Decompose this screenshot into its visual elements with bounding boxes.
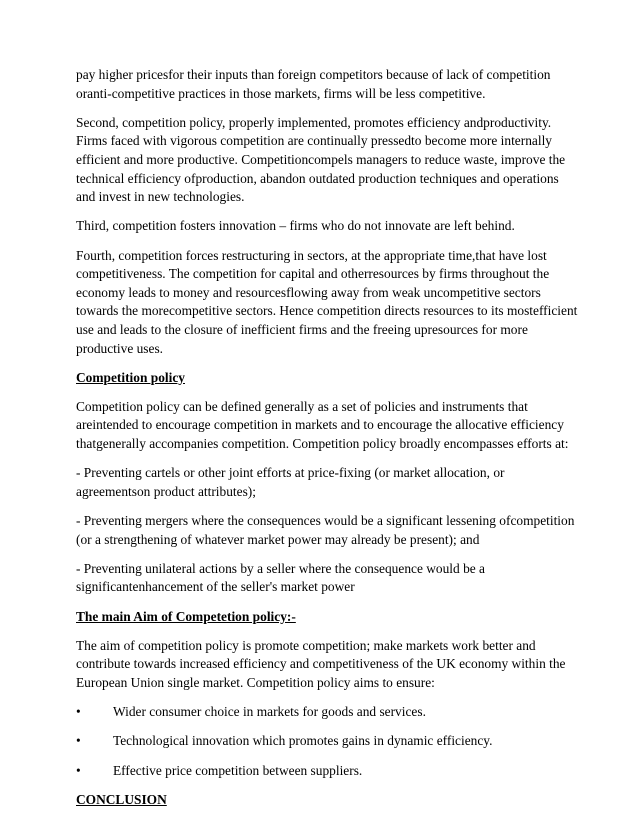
paragraph-preventing-unilateral: - Preventing unilateral actions by a seller where the consequence would be a significantenhancement of the seller's market power xyxy=(76,560,486,595)
paragraph-policy-definition: Competition policy can be defined generally as a set of policies and instruments that areintended to encourage competition in markets and to encourage the allocative efficiency thatgenerally accompanies competition. Competition policy broadly encompasses efforts at: xyxy=(76,398,569,452)
paragraph-competitive-inputs: pay higher pricesfor their inputs than foreign competitors because of lack of competition oranti-competitive practices in those markets, firms will be less competitive. xyxy=(76,67,551,101)
paragraph-innovation: Third, competition fosters innovation – firms who do not innovate are left behind. xyxy=(76,218,515,234)
bullet-text: Effective price competition between suppliers. xyxy=(113,762,363,778)
paragraph-restructuring: Fourth, competition forces restructuring in sectors, at the appropriate time,that have lost competitiveness. The competition for capital and otherresources by firms throughout the economy leads to money and resourcesflowing away from weak uncompetitive sectors towards the morecompetitive sectors. Hence competition directs resources to its mostefficient use and leads to the closure of inefficient firms and the freeing upresources for more productive uses. xyxy=(76,247,578,356)
bullet-item xyxy=(76,703,578,722)
heading-competition-policy: Competition policy xyxy=(76,369,185,385)
bullet-icon: • xyxy=(76,762,81,778)
bullet-item xyxy=(76,732,578,751)
paragraph-efficiency: Second, competition policy, properly implemented, promotes efficiency andproductivity. Firms faced with vigorous competition are continually pressedto become more internally efficient and more productive. Competitioncompels managers to reduce waste, improve the technical efficiency ofproduction, abandon outdated production techniques and operations and invest in new technologies. xyxy=(76,114,566,205)
paragraph-preventing-cartels: - Preventing cartels or other joint efforts at price-fixing (or market allocation, or agreementson product attributes); xyxy=(76,465,505,499)
bullet-icon: • xyxy=(76,704,81,720)
bullet-text: Wider consumer choice in markets for goods and services. xyxy=(113,704,426,720)
paragraph-preventing-mergers: - Preventing mergers where the consequences would be a significant lessening ofcompetition (or a strengthening of whatever market power may already be present); and xyxy=(76,513,575,547)
bullet-icon: • xyxy=(76,733,81,749)
heading-conclusion: CONCLUSION xyxy=(76,791,167,807)
heading-main-aim: The main Aim of Competetion policy:- xyxy=(76,608,296,624)
paragraph-aim-intro: The aim of competition policy is promote competition; make markets work better and contribute towards increased efficiency and competitiveness of the UK economy within the European Union single market. Competition policy aims to ensure: xyxy=(76,637,566,690)
bullet-text: Technological innovation which promotes gains in dynamic efficiency. xyxy=(113,733,493,749)
bullet-item xyxy=(76,762,578,781)
